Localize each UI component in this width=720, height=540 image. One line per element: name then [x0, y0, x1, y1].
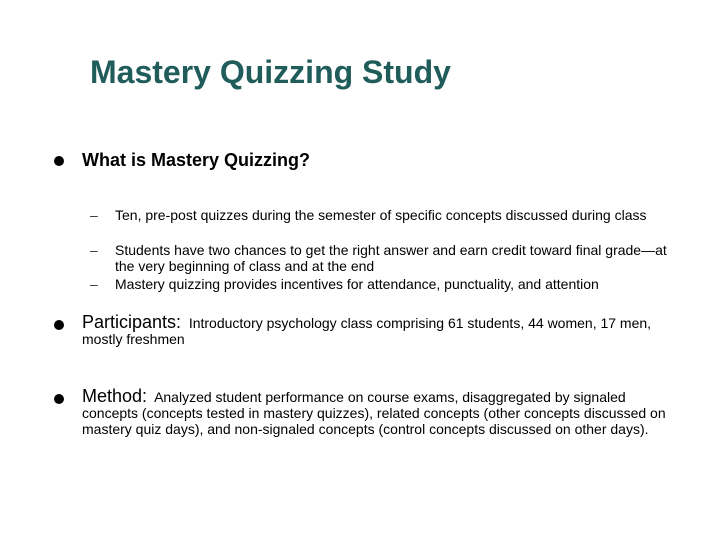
bullet-dot [54, 320, 64, 330]
participants-label: Participants: [82, 312, 182, 332]
method-label: Method: [82, 386, 148, 406]
subitem-incentives: Mastery quizzing provides incentives for attendance, punctuality, and attention [115, 276, 599, 292]
question-heading: What is Mastery Quizzing? [82, 150, 311, 170]
slide-title: Mastery Quizzing Study [90, 54, 451, 90]
bullet-dot [54, 156, 64, 166]
method-paragraph [82, 388, 682, 437]
bullet-dot [54, 394, 64, 404]
subitem-ten-quizzes: Ten, pre-post quizzes during the semester of specific concepts discussed during class [115, 207, 647, 223]
dash-marker: – [90, 242, 98, 258]
subitem-two-chances: Students have two chances to get the right answer and earn credit toward final grade—at the very beginning of class and at the end [115, 242, 667, 274]
participants-text: Introductory psychology class comprising 61 students, 44 women, 17 men, mostly freshmen [82, 315, 652, 347]
participants-paragraph [82, 314, 682, 347]
method-text: Analyzed student performance on course exams, disaggregated by signaled concepts (concepts tested in mastery quizzes), related concepts (other concepts discussed on mastery quiz days), and non-signaled concepts (control concepts discussed on other days). [82, 389, 666, 437]
dash-marker: – [90, 276, 98, 292]
dash-marker: – [90, 207, 98, 223]
